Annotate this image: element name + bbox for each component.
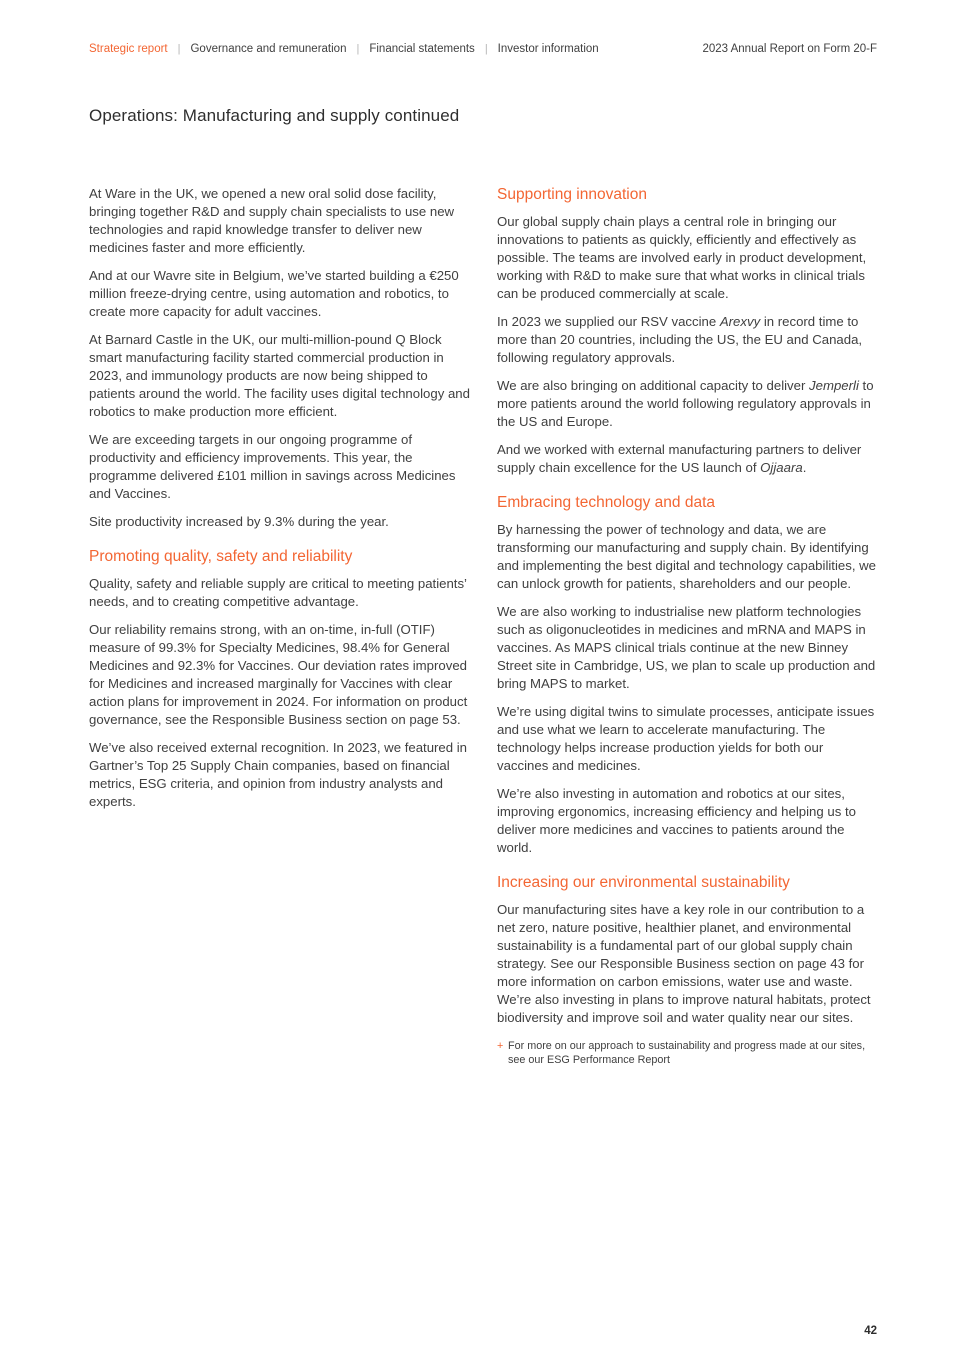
page-number: 42 <box>864 1325 877 1337</box>
paragraph: At Ware in the UK, we opened a new oral solid dose facility, bringing together R&D and supply chain specialists to use new technologies and rapid knowledge transfer to deliver new medicines faster and more efficiently. <box>89 186 455 255</box>
page-title: Operations: Manufacturing and supply continued <box>89 106 460 125</box>
paragraph: Site productivity increased by 9.3% during the year. <box>89 514 389 529</box>
nav-governance-and-remuneration[interactable]: Governance and remuneration <box>190 43 347 55</box>
paragraph: We are also bringing on additional capacity to deliver Jemperli to more patients around the world following regulatory approvals in the US and Europe. <box>497 378 874 429</box>
paragraph: We’re using digital twins to simulate processes, anticipate issues and use what we learn to accelerate manufacturing. The technology helps increase production yields for both our vaccines and medicines. <box>497 704 875 773</box>
nav-separator: | <box>177 43 181 55</box>
left-column <box>89 185 470 1067</box>
section-heading-embracing-technology: Embracing technology and data <box>497 494 716 511</box>
content-columns <box>89 185 878 1067</box>
paragraph: Quality, safety and reliable supply are critical to meeting patients’ needs, and to creating competitive advantage. <box>89 576 467 609</box>
section-heading-promoting-quality: Promoting quality, safety and reliability <box>89 548 353 565</box>
section-heading-environmental-sustainability: Increasing our environmental sustainability <box>497 874 790 891</box>
paragraph: Our reliability remains strong, with an on-time, in-full (OTIF) measure of 99.3% for Specialty Medicines, 98.4% for General Medicines and 92.3% for Vaccines. Our deviation rates improved for Medicines and increased marginally for Vaccines with clear action plans for improvement in 2024. For information on product governance, see the Responsible Business section on page 53. <box>89 622 468 727</box>
nav-separator: | <box>484 43 488 55</box>
paragraph: We’re also investing in automation and robotics at our sites, improving ergonomics, increasing efficiency and helping us to deliver more medicines and vaccines to patients around the world. <box>497 786 856 855</box>
paragraph: By harnessing the power of technology and data, we are transforming our manufacturing and supply chain. By identifying and implementing the best digital and technology capabilities, we can unlock growth for patients, shareholders and our people. <box>497 522 877 591</box>
footnote-text: For more on our approach to sustainability and progress made at our sites, see our ESG Performance Report <box>508 1040 866 1066</box>
plus-marker-icon: + <box>497 1040 504 1052</box>
paragraph: In 2023 we supplied our RSV vaccine Arexvy in record time to more than 20 countries, including the US, the EU and Canada, following regulatory approvals. <box>497 314 863 365</box>
nav-strategic-report[interactable]: Strategic report <box>89 43 168 55</box>
section-heading-supporting-innovation: Supporting innovation <box>497 186 647 203</box>
nav-separator: | <box>356 43 360 55</box>
nav-investor-information[interactable]: Investor information <box>497 43 599 55</box>
paragraph: We are exceeding targets in our ongoing programme of productivity and efficiency improvements. This year, the programme delivered £101 million in savings across Medicines and Vaccines. <box>89 432 456 501</box>
paragraph: Our manufacturing sites have a key role in our contribution to a net zero, nature positive, healthier planet, and environmental sustainability is a fundamental part of our global supply chain strategy. See our Responsible Business section on page 43 for more information on carbon emissions, water use and waste. We’re also investing in plans to improve natural habitats, protect biodiversity and improve soil and water quality near our sites. <box>497 902 871 1025</box>
footnote <box>497 1039 867 1067</box>
nav-financial-statements[interactable]: Financial statements <box>369 43 475 55</box>
report-title: 2023 Annual Report on Form 20-F <box>702 43 877 55</box>
right-column <box>497 185 878 1067</box>
paragraph: We’ve also received external recognition. In 2023, we featured in Gartner’s Top 25 Supply Chain companies, based on financial metrics, ESG criteria, and opinion from industry analysts and experts. <box>89 740 468 809</box>
paragraph: At Barnard Castle in the UK, our multi-million-pound Q Block smart manufacturing facility started commercial production in 2023, and immunology products are now being shipped to patients around the world. The facility uses digital technology and robotics to make production more efficient. <box>89 332 470 419</box>
paragraph: And at our Wavre site in Belgium, we’ve started building a €250 million freeze-drying centre, using automation and robotics, to create more capacity for adult vaccines. <box>89 268 459 319</box>
page-header <box>89 42 877 56</box>
top-nav <box>89 42 599 56</box>
paragraph: Our global supply chain plays a central role in bringing our innovations to patients as quickly, efficiently and effectively as possible. The teams are involved early in product development, working with R&D to make sure that what works in clinical trials can be produced commercially at scale. <box>497 214 867 301</box>
paragraph: And we worked with external manufacturing partners to deliver supply chain excellence for the US launch of Ojjaara. <box>497 442 862 475</box>
paragraph: We are also working to industrialise new platform technologies such as oligonucleotides in medicines and mRNA and MAPS in vaccines. As MAPS clinical trials continue at the new Binney Street site in Cambridge, US, we plan to scale up production and bring MAPS to market. <box>497 604 876 691</box>
